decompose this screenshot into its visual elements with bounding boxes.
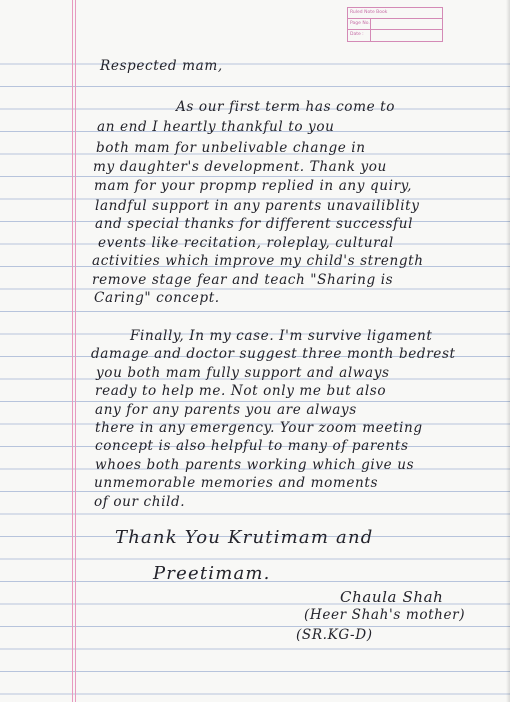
letter-line: of our child.: [94, 494, 186, 510]
letter-line: events like recitation, roleplay, cultural: [98, 235, 394, 251]
thanks-line: Thank You Krutimam and: [115, 527, 374, 548]
letter-line: there in any emergency. Your zoom meeting: [95, 420, 423, 436]
signer-relation: (Heer Shah's mother): [304, 607, 466, 623]
letter-line: mam for your propmp replied in any quiry,: [94, 178, 413, 194]
scan-shadow: [506, 0, 510, 702]
letter-line: any for any parents you are always: [95, 402, 357, 418]
signature: Chaula Shah: [340, 588, 444, 606]
box-divider: [348, 29, 442, 30]
letter-line: whoes both parents working which give us: [95, 457, 415, 473]
notebook-brand: Ruled Note Book: [350, 10, 388, 15]
letter-line: my daughter's development. Thank you: [93, 159, 387, 175]
page-date-box: [347, 7, 443, 42]
date-label: Date :: [350, 32, 364, 37]
box-divider: [370, 18, 371, 41]
letter-line: damage and doctor suggest three month bedrest: [91, 346, 456, 362]
letter-line: Finally, In my case. I'm survive ligament: [130, 328, 433, 344]
margin-rule-inner: [75, 0, 76, 702]
salutation: Respected mam,: [100, 58, 223, 74]
letter-line: you both mam fully support and always: [96, 365, 390, 381]
letter-line: landful support in any parents unavailiblity: [95, 198, 420, 214]
letter-line: concept is also helpful to many of parents: [95, 438, 409, 454]
letter-line: Caring" concept.: [94, 290, 220, 306]
margin-rule: [72, 0, 73, 702]
thanks-line: Preetimam.: [153, 563, 271, 584]
box-divider: [348, 18, 442, 19]
letter-line: activities which improve my child's strength: [92, 253, 424, 269]
letter-line: and special thanks for different successful: [95, 216, 414, 232]
letter-line: an end I heartly thankful to you: [97, 119, 335, 135]
page-number-label: Page No.: [350, 21, 370, 26]
letter-line: both mam for unbelivable change in: [96, 140, 366, 156]
letter-line: As our first term has come to: [176, 99, 395, 115]
class-info: (SR.KG-D): [296, 627, 373, 643]
letter-line: unmemorable memories and moments: [94, 475, 379, 491]
letter-line: ready to help me. Not only me but also: [95, 383, 387, 399]
letter-line: remove stage fear and teach "Sharing is: [92, 272, 394, 288]
